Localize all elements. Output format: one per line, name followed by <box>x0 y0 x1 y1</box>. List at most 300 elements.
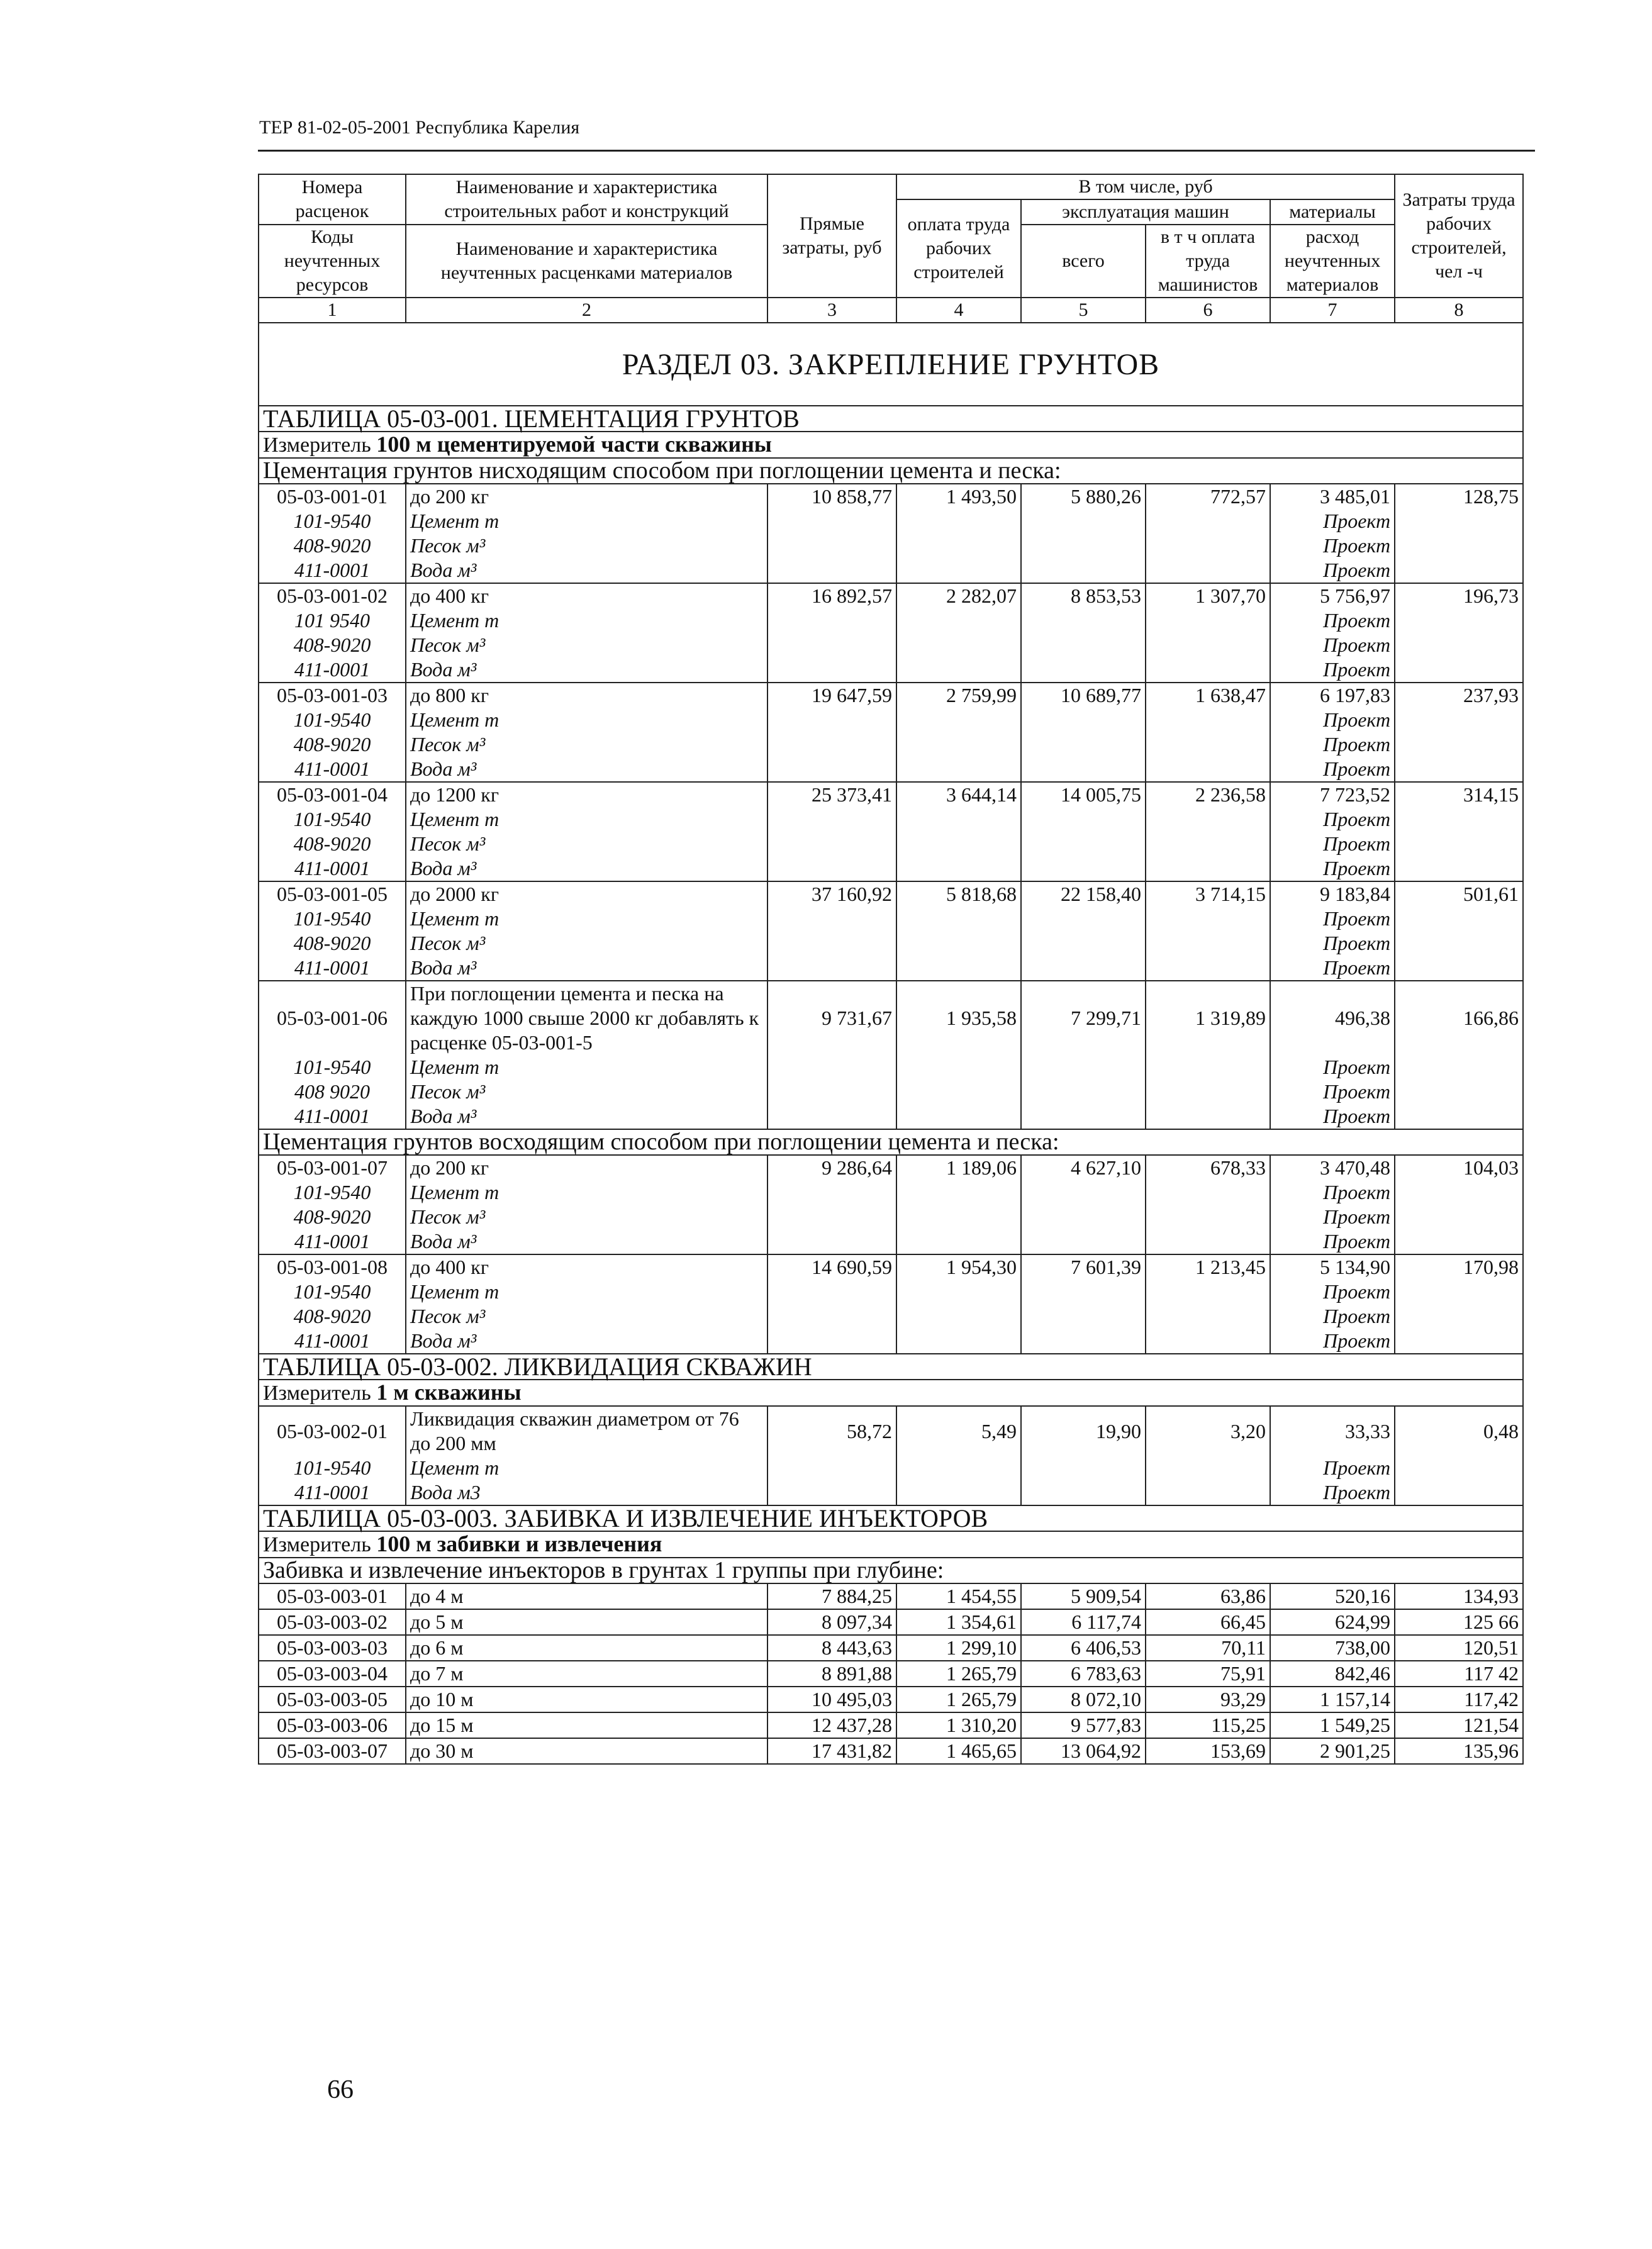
empty-cell <box>1395 1456 1523 1480</box>
table-row <box>259 1609 1523 1635</box>
empty-cell <box>1395 757 1523 782</box>
empty-cell <box>1395 657 1523 683</box>
empty-cell <box>1021 1480 1146 1505</box>
value-cell: 7 884,25 <box>767 1583 896 1609</box>
resource-row <box>259 509 1523 533</box>
empty-cell <box>896 832 1021 856</box>
rate-name: до 400 кг <box>406 583 767 608</box>
value-cell: 1 310,20 <box>896 1712 1021 1738</box>
materials-sub-header: расход неучтенных материалов <box>1270 225 1395 298</box>
empty-cell <box>767 1055 896 1080</box>
rate-code: 05-03-003-07 <box>259 1738 406 1764</box>
resource-row <box>259 1456 1523 1480</box>
value-cell: 9 183,84 <box>1270 881 1395 907</box>
empty-cell <box>1146 1480 1270 1505</box>
empty-cell <box>767 1280 896 1304</box>
empty-cell <box>1146 533 1270 558</box>
value-cell: 6 117,74 <box>1021 1609 1146 1635</box>
resource-name: Вода м³ <box>406 956 767 981</box>
rate-code: 05-03-003-02 <box>259 1609 406 1635</box>
header-rule <box>258 150 1535 152</box>
empty-cell <box>896 1180 1021 1205</box>
resource-row <box>259 633 1523 657</box>
resource-name: Песок м³ <box>406 732 767 757</box>
resource-row <box>259 856 1523 881</box>
resource-code: 408-9020 <box>259 832 406 856</box>
column-number: 2 <box>406 298 767 323</box>
value-cell: 10 495,03 <box>767 1687 896 1712</box>
value-cell: 196,73 <box>1395 583 1523 608</box>
empty-cell <box>1146 956 1270 981</box>
project-mark: Проект <box>1270 708 1395 732</box>
project-mark: Проект <box>1270 1329 1395 1354</box>
value-cell: 93,29 <box>1146 1687 1270 1712</box>
value-cell: 1 935,58 <box>896 981 1021 1055</box>
table-row <box>259 1635 1523 1661</box>
empty-cell <box>896 1280 1021 1304</box>
measure-line <box>259 432 1523 458</box>
empty-cell <box>767 558 896 583</box>
value-cell: 2 282,07 <box>896 583 1021 608</box>
value-cell: 19 647,59 <box>767 683 896 708</box>
empty-cell <box>1021 732 1146 757</box>
resource-code: 101 9540 <box>259 608 406 633</box>
empty-cell <box>767 1180 896 1205</box>
empty-cell <box>767 633 896 657</box>
value-cell: 1 307,70 <box>1146 583 1270 608</box>
value-cell: 1 454,55 <box>896 1583 1021 1609</box>
resource-code: 411-0001 <box>259 956 406 981</box>
table-row <box>259 1406 1523 1456</box>
empty-cell <box>1146 907 1270 931</box>
col1-bottom-header: Коды неучтенных ресурсов <box>259 225 406 298</box>
value-cell: 6 783,63 <box>1021 1661 1146 1687</box>
empty-cell <box>767 1080 896 1104</box>
column-number: 5 <box>1021 298 1146 323</box>
resource-code: 101-9540 <box>259 1180 406 1205</box>
rate-code: 05-03-003-03 <box>259 1635 406 1661</box>
resource-row <box>259 1329 1523 1354</box>
table-title: ТАБЛИЦА 05-03-002. ЛИКВИДАЦИЯ СКВАЖИН <box>259 1354 1523 1380</box>
empty-cell <box>767 509 896 533</box>
value-cell: 1 638,47 <box>1146 683 1270 708</box>
rate-name: до 10 м <box>406 1687 767 1712</box>
resource-row <box>259 1480 1523 1505</box>
value-cell: 8 097,34 <box>767 1609 896 1635</box>
table-row <box>259 583 1523 608</box>
table-body <box>259 323 1523 1764</box>
value-cell: 3 470,48 <box>1270 1155 1395 1180</box>
empty-cell <box>1021 533 1146 558</box>
value-cell: 496,38 <box>1270 981 1395 1055</box>
empty-cell <box>767 1104 896 1129</box>
value-cell: 14 690,59 <box>767 1254 896 1280</box>
resource-code: 408-9020 <box>259 732 406 757</box>
empty-cell <box>1021 1229 1146 1254</box>
resource-code: 101-9540 <box>259 708 406 732</box>
table-row <box>259 981 1523 1055</box>
empty-cell <box>1021 807 1146 832</box>
empty-cell <box>896 708 1021 732</box>
value-cell: 1 465,65 <box>896 1738 1021 1764</box>
project-mark: Проект <box>1270 633 1395 657</box>
table-row <box>259 1738 1523 1764</box>
table-title: ТАБЛИЦА 05-03-001. ЦЕМЕНТАЦИЯ ГРУНТОВ <box>259 406 1523 432</box>
rate-code: 05-03-002-01 <box>259 1406 406 1456</box>
subgroup-title: Цементация грунтов восходящим способом при поглощении цемента и песка: <box>259 1129 1523 1155</box>
resource-name: Песок м³ <box>406 1205 767 1229</box>
table-row <box>259 484 1523 509</box>
col1-top-header: Номера расценок <box>259 174 406 225</box>
value-cell: 6 406,53 <box>1021 1635 1146 1661</box>
empty-cell <box>896 856 1021 881</box>
empty-cell <box>1021 657 1146 683</box>
resource-code: 408-9020 <box>259 533 406 558</box>
resource-code: 408-9020 <box>259 931 406 956</box>
value-cell: 19,90 <box>1021 1406 1146 1456</box>
value-cell: 134,93 <box>1395 1583 1523 1609</box>
empty-cell <box>896 1229 1021 1254</box>
empty-cell <box>1021 1080 1146 1104</box>
empty-cell <box>896 1055 1021 1080</box>
empty-cell <box>767 708 896 732</box>
value-cell: 678,33 <box>1146 1155 1270 1180</box>
value-cell: 33,33 <box>1270 1406 1395 1456</box>
rate-name: до 4 м <box>406 1583 767 1609</box>
value-cell: 37 160,92 <box>767 881 896 907</box>
rate-name: до 6 м <box>406 1635 767 1661</box>
resource-code: 101-9540 <box>259 1055 406 1080</box>
empty-cell <box>1146 732 1270 757</box>
empty-cell <box>896 633 1021 657</box>
resource-row <box>259 807 1523 832</box>
value-cell: 5 880,26 <box>1021 484 1146 509</box>
project-mark: Проект <box>1270 1480 1395 1505</box>
measure-label: Измеритель <box>263 433 371 457</box>
including-header: В том числе, руб <box>896 174 1395 199</box>
resource-name: Цемент т <box>406 608 767 633</box>
measure-value: 100 м забивки и извлечения <box>376 1531 662 1556</box>
project-mark: Проект <box>1270 1304 1395 1329</box>
empty-cell <box>1021 1055 1146 1080</box>
value-cell: 6 197,83 <box>1270 683 1395 708</box>
value-cell: 7 299,71 <box>1021 981 1146 1055</box>
empty-cell <box>767 1229 896 1254</box>
project-mark: Проект <box>1270 907 1395 931</box>
empty-cell <box>1021 1280 1146 1304</box>
value-cell: 1 213,45 <box>1146 1254 1270 1280</box>
column-number: 3 <box>767 298 896 323</box>
empty-cell <box>1021 907 1146 931</box>
empty-cell <box>1146 1205 1270 1229</box>
project-mark: Проект <box>1270 1104 1395 1129</box>
empty-cell <box>896 907 1021 931</box>
value-cell: 4 627,10 <box>1021 1155 1146 1180</box>
empty-cell <box>1395 509 1523 533</box>
rate-code: 05-03-001-04 <box>259 782 406 807</box>
resource-name: Вода м³ <box>406 856 767 881</box>
resource-row <box>259 558 1523 583</box>
resource-code: 411-0001 <box>259 1480 406 1505</box>
subgroup-title: Забивка и извлечение инъекторов в грунтах 1 группы при глубине: <box>259 1558 1523 1583</box>
empty-cell <box>896 1104 1021 1129</box>
empty-cell <box>1146 1229 1270 1254</box>
empty-cell <box>1021 708 1146 732</box>
column-numbers-row <box>259 298 1523 323</box>
project-mark: Проект <box>1270 509 1395 533</box>
value-cell: 1 299,10 <box>896 1635 1021 1661</box>
rate-code: 05-03-001-08 <box>259 1254 406 1280</box>
project-mark: Проект <box>1270 657 1395 683</box>
value-cell: 17 431,82 <box>767 1738 896 1764</box>
value-cell: 14 005,75 <box>1021 782 1146 807</box>
resource-row <box>259 832 1523 856</box>
empty-cell <box>1395 1080 1523 1104</box>
resource-name: Цемент т <box>406 807 767 832</box>
empty-cell <box>1021 1456 1146 1480</box>
rate-code: 05-03-001-02 <box>259 583 406 608</box>
empty-cell <box>1395 1229 1523 1254</box>
empty-cell <box>1395 558 1523 583</box>
resource-name: Цемент т <box>406 1055 767 1080</box>
value-cell: 63,86 <box>1146 1583 1270 1609</box>
value-cell: 8 443,63 <box>767 1635 896 1661</box>
empty-cell <box>767 533 896 558</box>
value-cell: 75,91 <box>1146 1661 1270 1687</box>
resource-name: Вода м³ <box>406 1329 767 1354</box>
resource-name: Песок м³ <box>406 533 767 558</box>
empty-cell <box>767 956 896 981</box>
col2-top-header: Наименование и характеристика строительных работ и конструкций <box>406 174 767 225</box>
empty-cell <box>896 608 1021 633</box>
column-number: 8 <box>1395 298 1523 323</box>
value-cell: 0,48 <box>1395 1406 1523 1456</box>
empty-cell <box>1146 1104 1270 1129</box>
resource-code: 411-0001 <box>259 1329 406 1354</box>
resource-name: Песок м³ <box>406 931 767 956</box>
project-mark: Проект <box>1270 832 1395 856</box>
rate-name: до 200 кг <box>406 484 767 509</box>
empty-cell <box>1146 633 1270 657</box>
rate-code: 05-03-003-01 <box>259 1583 406 1609</box>
empty-cell <box>767 931 896 956</box>
empty-cell <box>767 1329 896 1354</box>
value-cell: 10 689,77 <box>1021 683 1146 708</box>
resource-name: Цемент т <box>406 509 767 533</box>
rate-name: до 800 кг <box>406 683 767 708</box>
empty-cell <box>767 1480 896 1505</box>
empty-cell <box>1395 1304 1523 1329</box>
labor-pay-header: оплата труда рабочих строителей <box>896 199 1021 298</box>
value-cell: 66,45 <box>1146 1609 1270 1635</box>
empty-cell <box>896 931 1021 956</box>
value-cell: 520,16 <box>1270 1583 1395 1609</box>
value-cell: 9 577,83 <box>1021 1712 1146 1738</box>
resource-row <box>259 931 1523 956</box>
empty-cell <box>767 856 896 881</box>
project-mark: Проект <box>1270 558 1395 583</box>
empty-cell <box>896 757 1021 782</box>
value-cell: 5 909,54 <box>1021 1583 1146 1609</box>
resource-row <box>259 956 1523 981</box>
empty-cell <box>1146 558 1270 583</box>
resource-name: Цемент т <box>406 907 767 931</box>
value-cell: 5 756,97 <box>1270 583 1395 608</box>
empty-cell <box>1146 1055 1270 1080</box>
value-cell: 25 373,41 <box>767 782 896 807</box>
machines-total-header: всего <box>1021 225 1146 298</box>
project-mark: Проект <box>1270 956 1395 981</box>
resource-name: Цемент т <box>406 1456 767 1480</box>
empty-cell <box>1021 1205 1146 1229</box>
empty-cell <box>1395 931 1523 956</box>
empty-cell <box>1146 1456 1270 1480</box>
value-cell: 10 858,77 <box>767 484 896 509</box>
empty-cell <box>1395 1180 1523 1205</box>
rates-table <box>258 174 1524 1765</box>
value-cell: 5,49 <box>896 1406 1021 1456</box>
measure-value: 1 м скважины <box>376 1380 522 1405</box>
rate-code: 05-03-001-07 <box>259 1155 406 1180</box>
value-cell: 22 158,40 <box>1021 881 1146 907</box>
rate-name: Ликвидация скважин диаметром от 76 до 200 мм <box>406 1406 767 1456</box>
table-row <box>259 683 1523 708</box>
empty-cell <box>767 1205 896 1229</box>
resource-code: 101-9540 <box>259 807 406 832</box>
rate-name: до 200 кг <box>406 1155 767 1180</box>
empty-cell <box>896 732 1021 757</box>
empty-cell <box>896 558 1021 583</box>
page-number: 66 <box>327 2075 354 2104</box>
value-cell: 12 437,28 <box>767 1712 896 1738</box>
empty-cell <box>896 1329 1021 1354</box>
value-cell: 120,51 <box>1395 1635 1523 1661</box>
value-cell: 121,54 <box>1395 1712 1523 1738</box>
resource-code: 408-9020 <box>259 1205 406 1229</box>
resource-row <box>259 1180 1523 1205</box>
empty-cell <box>767 757 896 782</box>
empty-cell <box>1021 1104 1146 1129</box>
table-row <box>259 1712 1523 1738</box>
resource-row <box>259 1304 1523 1329</box>
value-cell: 237,93 <box>1395 683 1523 708</box>
empty-cell <box>1395 1205 1523 1229</box>
value-cell: 117 42 <box>1395 1661 1523 1687</box>
project-mark: Проект <box>1270 1180 1395 1205</box>
empty-cell <box>1395 1104 1523 1129</box>
value-cell: 1 319,89 <box>1146 981 1270 1055</box>
machines-header: эксплуатация машин <box>1021 199 1270 225</box>
empty-cell <box>1021 558 1146 583</box>
empty-cell <box>1021 931 1146 956</box>
value-cell: 2 759,99 <box>896 683 1021 708</box>
empty-cell <box>896 1456 1021 1480</box>
table-row <box>259 1687 1523 1712</box>
value-cell: 16 892,57 <box>767 583 896 608</box>
resource-row <box>259 1104 1523 1129</box>
resource-row <box>259 757 1523 782</box>
table-row <box>259 1661 1523 1687</box>
value-cell: 1 189,06 <box>896 1155 1021 1180</box>
project-mark: Проект <box>1270 1205 1395 1229</box>
empty-cell <box>1146 1280 1270 1304</box>
rate-code: 05-03-003-05 <box>259 1687 406 1712</box>
value-cell: 5 134,90 <box>1270 1254 1395 1280</box>
resource-code: 101-9540 <box>259 509 406 533</box>
empty-cell <box>896 956 1021 981</box>
empty-cell <box>1395 856 1523 881</box>
resource-name: Цемент т <box>406 708 767 732</box>
empty-cell <box>767 1304 896 1329</box>
project-mark: Проект <box>1270 931 1395 956</box>
value-cell: 314,15 <box>1395 782 1523 807</box>
empty-cell <box>1395 732 1523 757</box>
resource-name: Песок м³ <box>406 633 767 657</box>
empty-cell <box>896 533 1021 558</box>
project-mark: Проект <box>1270 807 1395 832</box>
rate-name: до 30 м <box>406 1738 767 1764</box>
resource-code: 101-9540 <box>259 1456 406 1480</box>
empty-cell <box>767 657 896 683</box>
empty-cell <box>1395 956 1523 981</box>
resource-name: Песок м³ <box>406 1080 767 1104</box>
empty-cell <box>767 907 896 931</box>
resource-code: 408 9020 <box>259 1080 406 1104</box>
resource-name: Песок м³ <box>406 832 767 856</box>
measure-label: Измеритель <box>263 1381 371 1405</box>
value-cell: 104,03 <box>1395 1155 1523 1180</box>
value-cell: 170,98 <box>1395 1254 1523 1280</box>
empty-cell <box>896 657 1021 683</box>
value-cell: 9 286,64 <box>767 1155 896 1180</box>
empty-cell <box>1021 509 1146 533</box>
rate-code: 05-03-001-06 <box>259 981 406 1055</box>
table-row <box>259 782 1523 807</box>
value-cell: 772,57 <box>1146 484 1270 509</box>
rate-code: 05-03-001-03 <box>259 683 406 708</box>
value-cell: 128,75 <box>1395 484 1523 509</box>
empty-cell <box>767 732 896 757</box>
value-cell: 7 723,52 <box>1270 782 1395 807</box>
value-cell: 624,99 <box>1270 1609 1395 1635</box>
resource-row <box>259 1080 1523 1104</box>
machines-labor-header: в т ч оплата труда машинистов <box>1146 225 1270 298</box>
value-cell: 3 714,15 <box>1146 881 1270 907</box>
rate-code: 05-03-003-04 <box>259 1661 406 1687</box>
resource-name: Вода м³ <box>406 1229 767 1254</box>
project-mark: Проект <box>1270 1080 1395 1104</box>
resource-name: Вода м3 <box>406 1480 767 1505</box>
empty-cell <box>1395 708 1523 732</box>
resource-code: 411-0001 <box>259 1104 406 1129</box>
resource-name: Цемент т <box>406 1180 767 1205</box>
value-cell: 5 818,68 <box>896 881 1021 907</box>
empty-cell <box>1146 657 1270 683</box>
empty-cell <box>1146 1304 1270 1329</box>
empty-cell <box>1146 1329 1270 1354</box>
table-row <box>259 1254 1523 1280</box>
resource-row <box>259 533 1523 558</box>
empty-cell <box>767 1456 896 1480</box>
column-number: 6 <box>1146 298 1270 323</box>
empty-cell <box>1146 931 1270 956</box>
value-cell: 3 644,14 <box>896 782 1021 807</box>
project-mark: Проект <box>1270 533 1395 558</box>
resource-code: 101-9540 <box>259 907 406 931</box>
resource-row <box>259 608 1523 633</box>
resource-code: 411-0001 <box>259 1229 406 1254</box>
resource-name: Вода м³ <box>406 657 767 683</box>
